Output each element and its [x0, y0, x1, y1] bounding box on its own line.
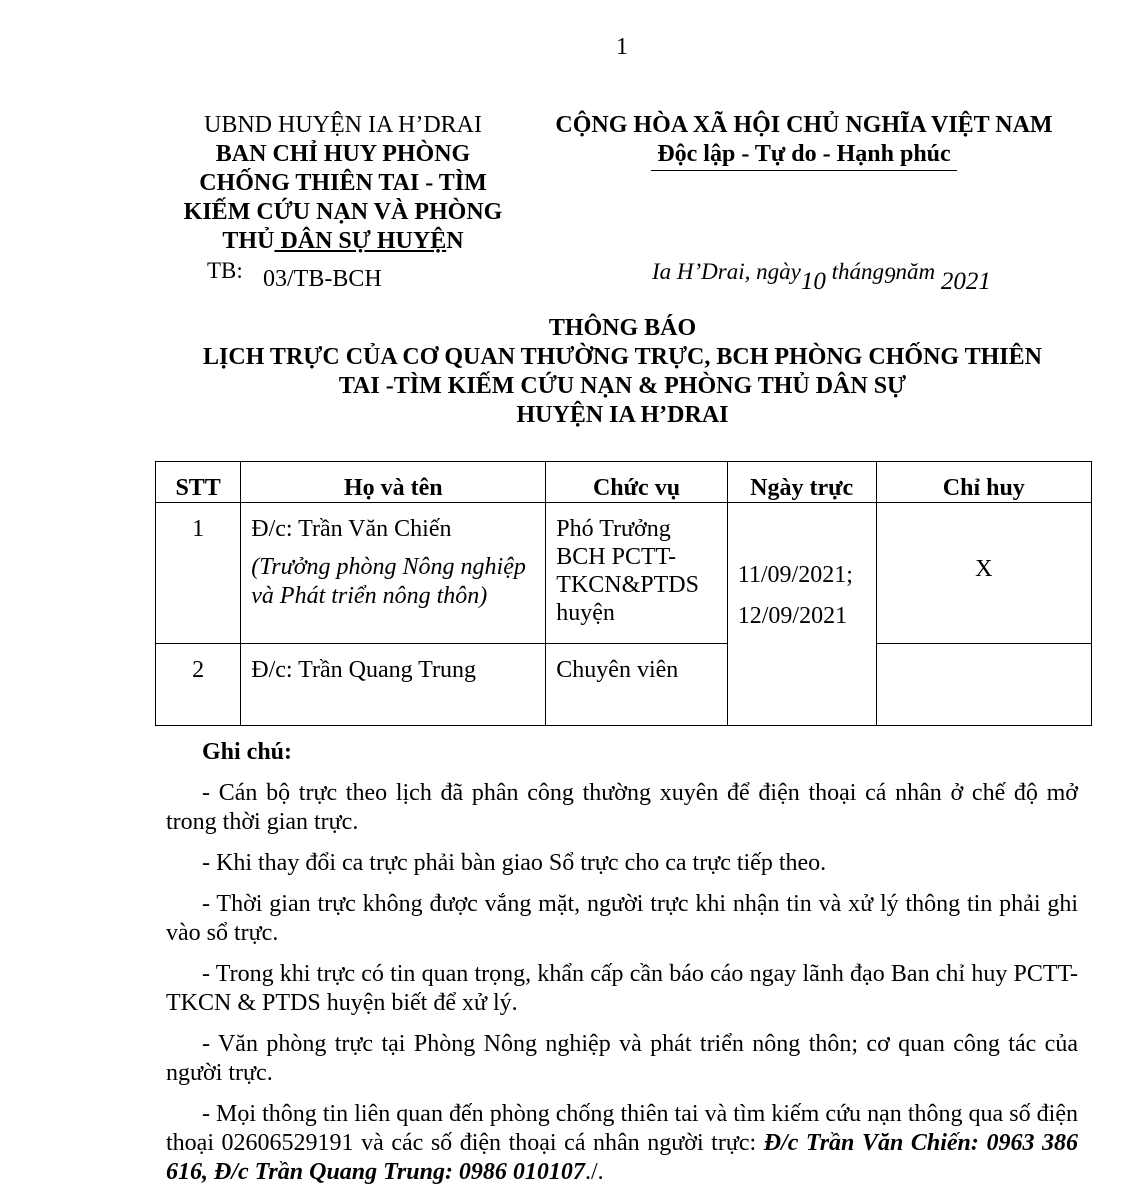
table-header-row: [156, 462, 1092, 503]
title-line2: LỊCH TRỰC CỦA CƠ QUAN THƯỜNG TRỰC, BCH PHÒNG CHỐNG THIÊN: [203, 344, 1042, 370]
org-name-line4-a: THỦ: [222, 228, 275, 254]
header-duty-date: Ngày trực: [727, 462, 876, 503]
org-name-line4-b: DÂN SỰ HUYỆ: [274, 228, 447, 254]
cell-stt: 2: [156, 644, 241, 726]
agency-name: UBND HUYỆN IA H’DRAI: [204, 112, 482, 138]
cell-duty-dates: [727, 503, 876, 726]
duty-schedule-table: [155, 461, 1092, 726]
org-name-line4: [160, 227, 526, 256]
note-item-contact: [166, 1100, 1078, 1187]
document-title: [150, 314, 1095, 430]
note-item: - Cán bộ trực theo lịch đã phân công thường xuyên để điện thoại cá nhân ở chế độ mở trong thời gian trực.: [166, 780, 1078, 835]
doc-number-value: 03/TB-BCH: [263, 266, 382, 292]
title-line4: HUYỆN IA H’DRAI: [516, 402, 729, 428]
duty-date-2: 12/09/2021: [737, 603, 848, 629]
title-line1: THÔNG BÁO: [548, 315, 697, 341]
cell-position: Phó Trưởng BCH PCTT-TKCN&PTDS huyện: [546, 503, 727, 644]
notes-section: [166, 738, 1078, 1199]
org-name-line2: CHỐNG THIÊN TAI - TÌM: [199, 170, 487, 196]
national-header: [530, 111, 1078, 171]
doc-number-label: TB:: [207, 258, 243, 283]
cell-name: [241, 503, 546, 644]
note-item: - Thời gian trực không được vắng mặt, người trực khi nhận tin và xử lý thông tin phải ghi vào sổ trực.: [166, 891, 1078, 946]
date-year-label: năm: [895, 259, 936, 284]
cell-stt: 1: [156, 503, 241, 644]
date-line: [652, 258, 991, 295]
cell-command: X: [876, 503, 1091, 644]
national-motto: Độc lập - Tự do - Hạnh phúc: [651, 140, 956, 171]
header-position: Chức vụ: [546, 462, 727, 503]
cell-position: Chuyên viên: [546, 644, 727, 726]
org-name-line1: BAN CHỈ HUY PHÒNG: [215, 141, 471, 167]
contact-text: - Mọi thông tin liên quan đến phòng chống thiên tai và tìm kiếm cứu nạn thông qua số điện thoại 02606529191 và các số điện thoại cá nhân người trực:: [166, 1101, 1078, 1156]
notes-heading: Ghi chú:: [202, 739, 293, 765]
nation-title: CỘNG HÒA XÃ HỘI CHỦ NGHĨA VIỆT NAM: [555, 112, 1053, 138]
contact-end: ./.: [584, 1159, 604, 1185]
issuing-agency-header: [160, 111, 526, 256]
note-item: - Khi thay đổi ca trực phải bàn giao Sổ trực cho ca trực tiếp theo.: [202, 850, 827, 876]
header-name: Họ và tên: [241, 462, 546, 503]
title-line3: TAI -TÌM KIẾM CỨU NẠN & PHÒNG THỦ DÂN SỰ: [338, 373, 907, 399]
date-day: 10: [800, 268, 826, 295]
date-month-label: tháng: [831, 259, 884, 284]
page-number: 1: [616, 34, 628, 60]
person-name: Đ/c: Trần Văn Chiến: [251, 516, 452, 542]
duty-date-1: 11/09/2021;: [737, 562, 853, 588]
cell-name: Đ/c: Trần Quang Trung: [241, 644, 546, 726]
contact-phones: Đ/c Trần Văn Chiến: 0963 386 616, Đ/c Trần Quang Trung: 0986 010107: [166, 1130, 1078, 1185]
header-stt: STT: [156, 462, 241, 503]
header-command: Chỉ huy: [876, 462, 1091, 503]
date-year: 2021: [940, 268, 991, 295]
note-item: - Trong khi trực có tin quan trọng, khẩn cấp cần báo cáo ngay lãnh đạo Ban chỉ huy PCTT-TKCN & PTDS huyện biết để xử lý.: [166, 961, 1078, 1016]
note-item: - Văn phòng trực tại Phòng Nông nghiệp và phát triển nông thôn; cơ quan công tác của người trực.: [166, 1031, 1078, 1086]
table-row: [156, 644, 1092, 726]
org-name-line3: KIẾM CỨU NẠN VÀ PHÒNG: [183, 199, 503, 225]
org-name-line4-c: N: [446, 228, 464, 254]
table-row: [156, 503, 1092, 644]
date-prefix: Ia H’Drai, ngày: [652, 259, 801, 284]
person-note: (Trưởng phòng Nông nghiệp và Phát triển nông thôn): [251, 554, 526, 609]
date-month: 9: [883, 263, 896, 288]
cell-command: [876, 644, 1091, 726]
